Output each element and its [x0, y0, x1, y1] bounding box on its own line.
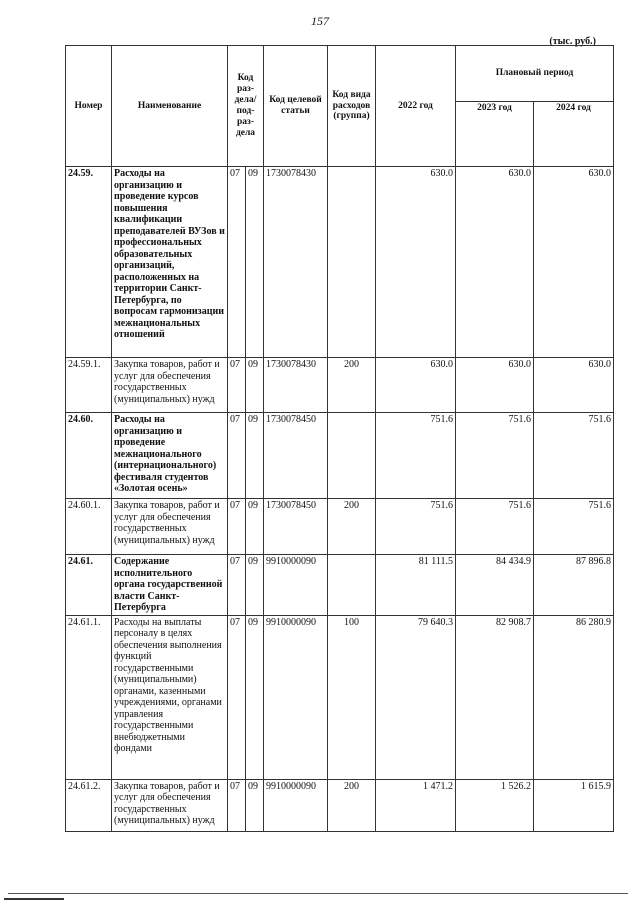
table-row — [66, 615, 614, 779]
row-section: 07 — [228, 615, 246, 779]
row-name: Расходы на выплаты персоналу в целях обеспечения выполнения функций государственными (муниципальными) органами, казенными учреждениями, органами управления государственными внебюджетными фондами — [112, 615, 228, 779]
row-section: 07 — [228, 499, 246, 555]
row-2023: 630.0 — [456, 358, 534, 413]
row-2023: 84 434.9 — [456, 555, 534, 616]
row-subsection: 09 — [246, 413, 264, 499]
row-target: 9910000090 — [264, 779, 328, 831]
row-subsection: 09 — [246, 499, 264, 555]
row-2022: 751.6 — [376, 499, 456, 555]
row-2023: 1 526.2 — [456, 779, 534, 831]
footer-mark — [4, 898, 64, 900]
row-section: 07 — [228, 167, 246, 358]
row-2022: 79 640.3 — [376, 615, 456, 779]
row-2024: 86 280.9 — [534, 615, 614, 779]
header-number: Номер — [66, 46, 112, 167]
header-target: Код целевой статьи — [264, 46, 328, 167]
row-2022: 81 111.5 — [376, 555, 456, 616]
row-kind: 200 — [328, 499, 376, 555]
header-row — [66, 46, 614, 102]
row-subsection: 09 — [246, 555, 264, 616]
row-kind — [328, 413, 376, 499]
row-2022: 630.0 — [376, 167, 456, 358]
row-2024: 630.0 — [534, 358, 614, 413]
header-2024: 2024 год — [534, 102, 614, 167]
row-name: Содержание исполнительного органа государственной власти Санкт-Петербурга — [112, 555, 228, 616]
row-2022: 1 471.2 — [376, 779, 456, 831]
row-target: 1730078430 — [264, 167, 328, 358]
row-2023: 82 908.7 — [456, 615, 534, 779]
table-row — [66, 499, 614, 555]
row-target: 9910000090 — [264, 555, 328, 616]
header-2022: 2022 год — [376, 46, 456, 167]
table-row — [66, 779, 614, 831]
row-section: 07 — [228, 358, 246, 413]
row-2024: 1 615.9 — [534, 779, 614, 831]
row-subsection: 09 — [246, 167, 264, 358]
row-section: 07 — [228, 555, 246, 616]
row-subsection: 09 — [246, 358, 264, 413]
row-number: 24.59.1. — [66, 358, 112, 413]
header-name: Наименование — [112, 46, 228, 167]
row-name: Расходы на организацию и проведение межнационального (интернационального) фестиваля студентов «Золотая осень» — [112, 413, 228, 499]
row-kind: 200 — [328, 358, 376, 413]
row-2022: 751.6 — [376, 413, 456, 499]
header-planned: Плановый период — [456, 46, 614, 102]
row-section: 07 — [228, 779, 246, 831]
row-name: Закупка товаров, работ и услуг для обеспечения государственных (муниципальных) нужд — [112, 499, 228, 555]
row-2024: 751.6 — [534, 413, 614, 499]
row-target: 9910000090 — [264, 615, 328, 779]
row-kind — [328, 555, 376, 616]
row-2024: 751.6 — [534, 499, 614, 555]
row-target: 1730078450 — [264, 499, 328, 555]
row-number: 24.61. — [66, 555, 112, 616]
row-kind — [328, 167, 376, 358]
table-row — [66, 358, 614, 413]
header-2023: 2023 год — [456, 102, 534, 167]
row-number: 24.60.1. — [66, 499, 112, 555]
row-kind: 100 — [328, 615, 376, 779]
table-row — [66, 555, 614, 616]
row-kind: 200 — [328, 779, 376, 831]
row-subsection: 09 — [246, 779, 264, 831]
row-2023: 630.0 — [456, 167, 534, 358]
row-number: 24.61.1. — [66, 615, 112, 779]
page-number: 157 — [311, 14, 329, 28]
row-2023: 751.6 — [456, 413, 534, 499]
table-row — [66, 413, 614, 499]
row-2022: 630.0 — [376, 358, 456, 413]
row-section: 07 — [228, 413, 246, 499]
row-name: Закупка товаров, работ и услуг для обеспечения государственных (муниципальных) нужд — [112, 779, 228, 831]
table-row — [66, 167, 614, 358]
units-label: (тыс. руб.) — [549, 36, 596, 47]
row-target: 1730078430 — [264, 358, 328, 413]
row-name: Расходы на организацию и проведение курсов повышения квалификации преподавателей ВУЗов и профессиональных образовательных организаций, расположенных на территории Санкт-Петербурга, по вопросам гармонизации межнациональных отношений — [112, 167, 228, 358]
row-2024: 87 896.8 — [534, 555, 614, 616]
footer-rule — [8, 893, 628, 894]
budget-table — [65, 45, 614, 832]
row-2024: 630.0 — [534, 167, 614, 358]
row-number: 24.60. — [66, 413, 112, 499]
row-number: 24.61.2. — [66, 779, 112, 831]
header-kind: Код вида расходов (группа) — [328, 46, 376, 167]
row-2023: 751.6 — [456, 499, 534, 555]
row-name: Закупка товаров, работ и услуг для обеспечения государственных (муниципальных) нужд — [112, 358, 228, 413]
row-number: 24.59. — [66, 167, 112, 358]
row-subsection: 09 — [246, 615, 264, 779]
row-target: 1730078450 — [264, 413, 328, 499]
header-section: Код раз-дела/ под-раз-дела — [228, 46, 264, 167]
